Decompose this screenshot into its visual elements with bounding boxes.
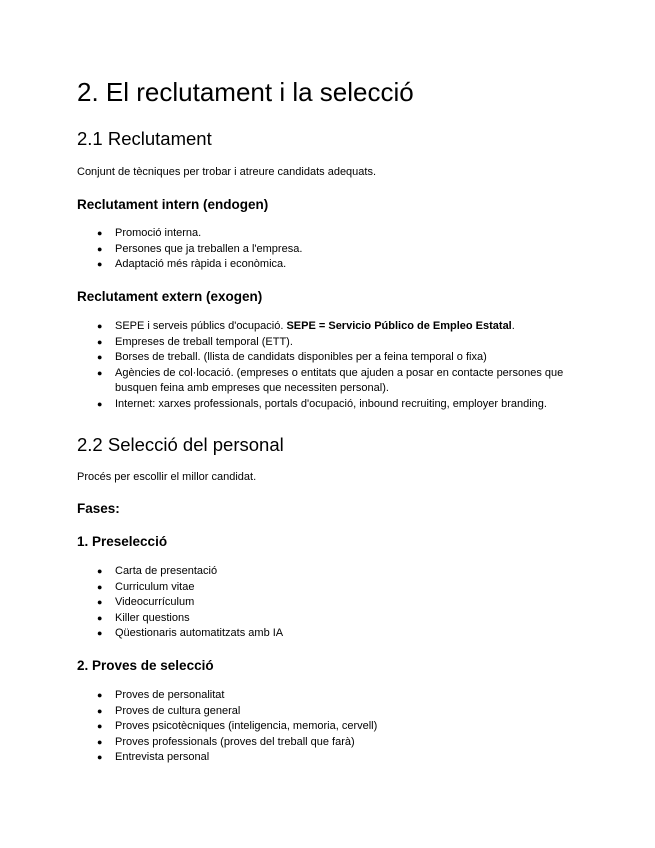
subheading-reclutament-extern: Reclutament extern (exogen) bbox=[77, 289, 263, 304]
list-item: ● Adaptació més ràpida i econòmica. bbox=[77, 257, 597, 273]
list-item: ● Qüestionaris automatitzats amb IA bbox=[77, 626, 597, 642]
reclutament-description: Conjunt de tècniques per trobar i atreure candidats adequats. bbox=[77, 166, 377, 178]
list-item: ● Agències de col·locació. (empreses o entitats que ajuden a posar en contacte persones que busquen feina amb empreses que necessiten personal). bbox=[97, 366, 564, 395]
list-item: ● Internet: xarxes professionals, portals d'ocupació, inbound recruiting, employer branding. bbox=[77, 397, 597, 413]
fases-label: Fases: bbox=[77, 501, 120, 516]
list-preseleccio bbox=[77, 564, 597, 642]
list-proves bbox=[77, 688, 597, 766]
bullet-icon: ● bbox=[97, 752, 103, 763]
subheading-reclutament-intern: Reclutament intern (endogen) bbox=[77, 197, 269, 212]
list-item: ● Borses de treball. (llista de candidats disponibles per a feina temporal o fixa) bbox=[77, 350, 597, 366]
bullet-icon: ● bbox=[97, 336, 103, 347]
list-item: ● Proves psicotècniques (inteligencia, memoria, cervell) bbox=[77, 719, 597, 735]
bullet-icon: ● bbox=[97, 736, 103, 747]
bullet-icon: ● bbox=[97, 612, 103, 623]
bullet-icon: ● bbox=[97, 367, 103, 378]
section-heading-reclutament: 2.1 Reclutament bbox=[77, 128, 212, 149]
list-item: ● Empreses de treball temporal (ETT). bbox=[77, 335, 597, 351]
bullet-icon: ● bbox=[97, 228, 103, 238]
section-heading-seleccio: 2.2 Selecció del personal bbox=[77, 434, 284, 455]
subheading-preseleccio: 1. Preselecció bbox=[77, 534, 168, 549]
bullet-icon: ● bbox=[97, 243, 103, 254]
bullet-icon: ● bbox=[97, 398, 103, 409]
list-item: ● Videocurrículum bbox=[77, 595, 597, 611]
bullet-icon: ● bbox=[97, 566, 103, 576]
list-item: ● Proves professionals (proves del treball que farà) bbox=[77, 735, 597, 751]
bullet-icon: ● bbox=[97, 721, 103, 732]
list-item: ● Persones que ja treballen a l'empresa. bbox=[77, 242, 597, 258]
list-item: ● SEPE i serveis públics d'ocupació. SEPE = Servicio Público de Empleo Estatal. bbox=[77, 319, 597, 335]
list-item: ● Killer questions bbox=[77, 611, 597, 627]
bullet-icon: ● bbox=[97, 321, 103, 331]
bullet-icon: ● bbox=[97, 597, 103, 608]
sepe-definition: SEPE = Servicio Público de Empleo Estatal bbox=[286, 320, 512, 332]
bullet-icon: ● bbox=[97, 259, 103, 270]
seleccio-description: Procés per escollir el millor candidat. bbox=[77, 471, 257, 483]
bullet-icon: ● bbox=[97, 352, 103, 363]
list-item: ● Entrevista personal bbox=[77, 750, 597, 766]
bullet-icon: ● bbox=[97, 690, 103, 700]
page-title: 2. El reclutament i la selecció bbox=[77, 77, 414, 107]
list-item: ● Curriculum vitae bbox=[77, 580, 597, 596]
list-item: ● Promoció interna. bbox=[77, 226, 597, 242]
list-reclutament-extern bbox=[77, 319, 597, 413]
bullet-icon: ● bbox=[97, 581, 103, 592]
list-item: ● Carta de presentació bbox=[77, 564, 597, 580]
subheading-proves: 2. Proves de selecció bbox=[77, 658, 214, 673]
list-reclutament-intern bbox=[77, 226, 597, 273]
bullet-icon: ● bbox=[97, 628, 103, 639]
list-item: ● Proves de personalitat bbox=[77, 688, 597, 704]
list-item: ● Proves de cultura general bbox=[77, 704, 597, 720]
bullet-icon: ● bbox=[97, 705, 103, 716]
